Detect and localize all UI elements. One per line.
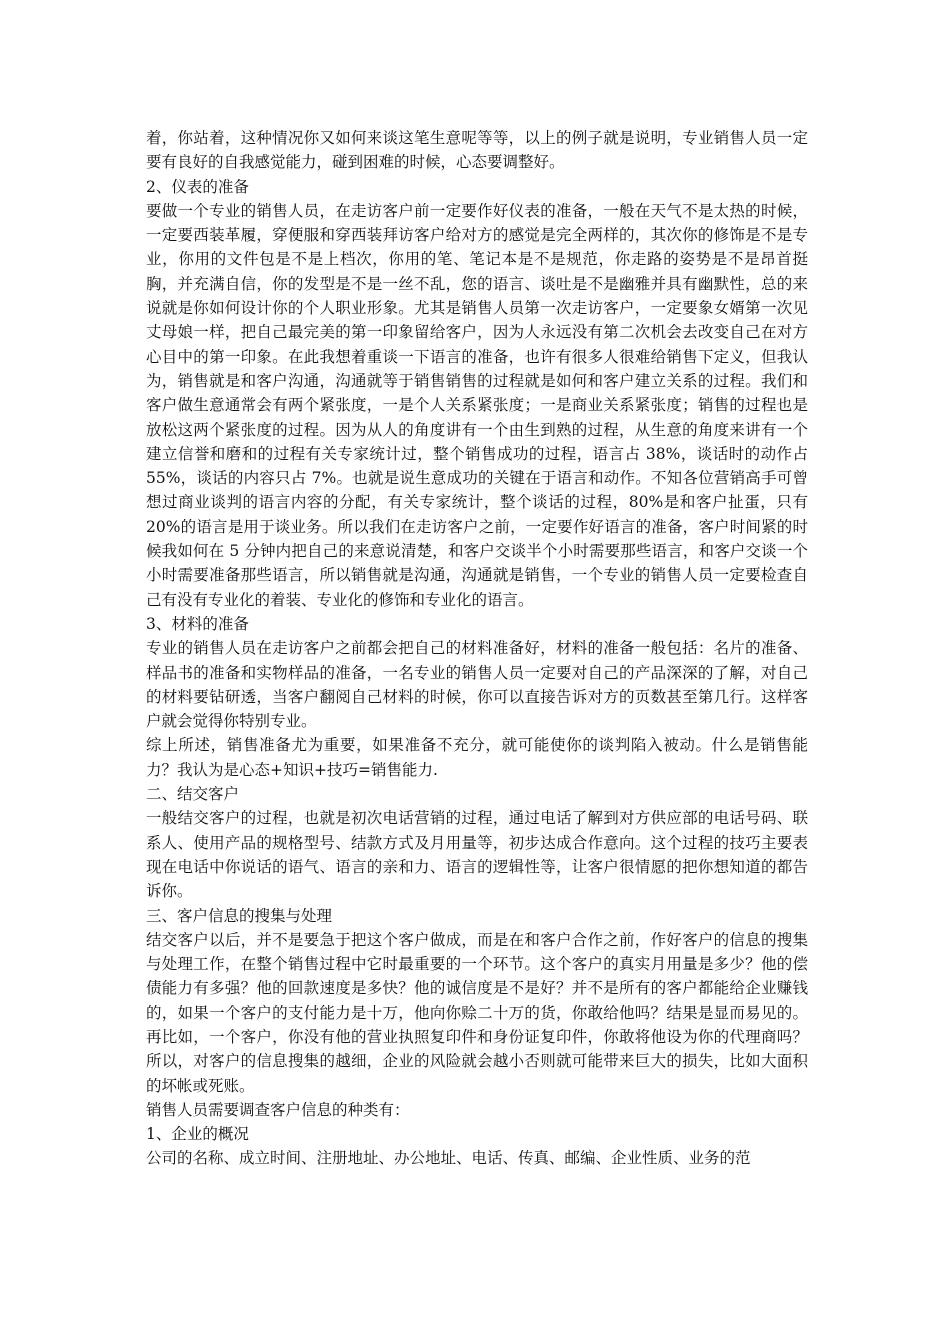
heading-making-contact: 二、结交客户 (146, 785, 240, 804)
paragraph-materials: 专业的销售人员在走访客户之前都会把自己的材料准备好，材料的准备一般包括：名片的准备、样品书的准备和实物样品的准备，一名专业的销售人员一定要对自己的产品深深的了解，对自己的材料要钻研透，当客户翻阅自己材料的时候，你可以直接告诉对方的页数甚至第几行。这样客户就会觉得你特别专业。 (146, 639, 808, 731)
paragraph-info-types-intro: 销售人员需要调查客户信息的种类有： (146, 1100, 410, 1119)
heading-appearance-preparation: 2、仪表的准备 (146, 177, 249, 196)
paragraph-appearance-and-language: 要做一个专业的销售人员，在走访客户前一定要作好仪表的准备，一般在天气不是太热的时候，一定要西装革履，穿便服和穿西装拜访客户给对方的感觉是完全两样的，其次你的修饰是不是专业，你用的文件包是不是上档次，你用的笔、笔记本是不是规范，你走路的姿势是不是昂首挺胸，并充满自信，你的发型是不是一丝不乱，您的语言、谈吐是不是幽雅并具有幽默性，总的来说就是你如何设计你的个人职业形象。尤其是销售人员第一次走访客户，一定要象女婿第一次见丈母娘一样，把自己最完美的第一印象留给客户，因为人永远没有第二次机会去改变自己在对方心目中的第一印象。在此我想着重谈一下语言的准备，也许有很多人很难给销售下定义，但我认为，销售就是和客户沟通，沟通就等于销售销售的过程就是如何和客户建立关系的过程。我们和客户做生意通常会有两个紧张度，一是个人关系紧张度；一是商业关系紧张度；销售的过程也是放松这两个紧张度的过程。因为从人的角度讲有一个由生到熟的过程，从生意的角度来讲有一个建立信誉和磨和的过程有关专家统计过，整个销售成功的过程，语言占 38%，谈话时的动作占 55%，谈话的内容只占 7%。也就是说生意成功的关键在于语言和动作。不知各位营销高手可曾想过商业谈判的语言内容的分配，有关专家统计，整个谈话的过程，80%是和客户扯蛋，只有 20%的语言是用于谈业务。所以我们在走访客户之前，一定要作好语言的准备，客户时间紧的时候我如何在 5 分钟内把自己的来意说清楚，和客户交谈半个小时需要那些语言，和客户交谈一个小时需要准备那些语言，所以销售就是沟通，沟通就是销售，一个专业的销售人员一定要检查自己有没有专业化的着装、专业化的修饰和专业化的语言。 (146, 201, 808, 609)
paragraph-company-overview: 公司的名称、成立时间、注册地址、办公地址、电话、传真、邮编、企业性质、业务的范 (146, 1149, 751, 1168)
paragraph-making-contact: 一般结交客户的过程，也就是初次电话营销的过程，通过电话了解到对方供应部的电话号码、联系人、使用产品的规格型号、结款方式及月用量等，初步达成合作意向。这个过程的技巧主要表现在电话中你说话的语气、语言的亲和力、语言的逻辑性等，让客户很情愿的把你想知道的都告诉你。 (146, 809, 808, 901)
paragraph-customer-info: 结交客户以后，并不是要急于把这个客户做成，而是在和客户合作之前，作好客户的信息的搜集与处理工作，在整个销售过程中它时最重要的一个环节。这个客户的真实月用量是多少？他的偿债能力有多强？他的回款速度是多快？他的诚信度是不是好？并不是所有的客户都能给企业赚钱的，如果一个客户的支付能力是十万，他向你赊二十万的货，你敢给他吗？结果是显而易见的。再比如，一个客户，你没有他的营业执照复印件和身份证复印件，你敢将他设为你的代理商吗？所以，对客户的信息搜集的越细，企业的风险就会越小否则就可能带来巨大的损失，比如大面积的坏帐或死账。 (146, 930, 808, 1095)
heading-company-overview: 1、企业的概况 (146, 1125, 249, 1144)
paragraph-self-perception-end: 着，你站着，这种情况你又如何来谈这笔生意呢等等，以上的例子就是说明，专业销售人员一定要有良好的自我感觉能力，碰到困难的时候，心态要调整好。 (146, 129, 808, 172)
document-body (146, 126, 808, 1171)
heading-materials-preparation: 3、材料的准备 (146, 614, 249, 633)
heading-customer-info: 三、客户信息的搜集与处理 (146, 906, 333, 925)
paragraph-summary: 综上所述，销售准备尤为重要，如果准备不充分，就可能使你的谈判陷入被动。什么是销售能力？我认为是心态+知识+技巧=销售能力. (146, 736, 808, 779)
